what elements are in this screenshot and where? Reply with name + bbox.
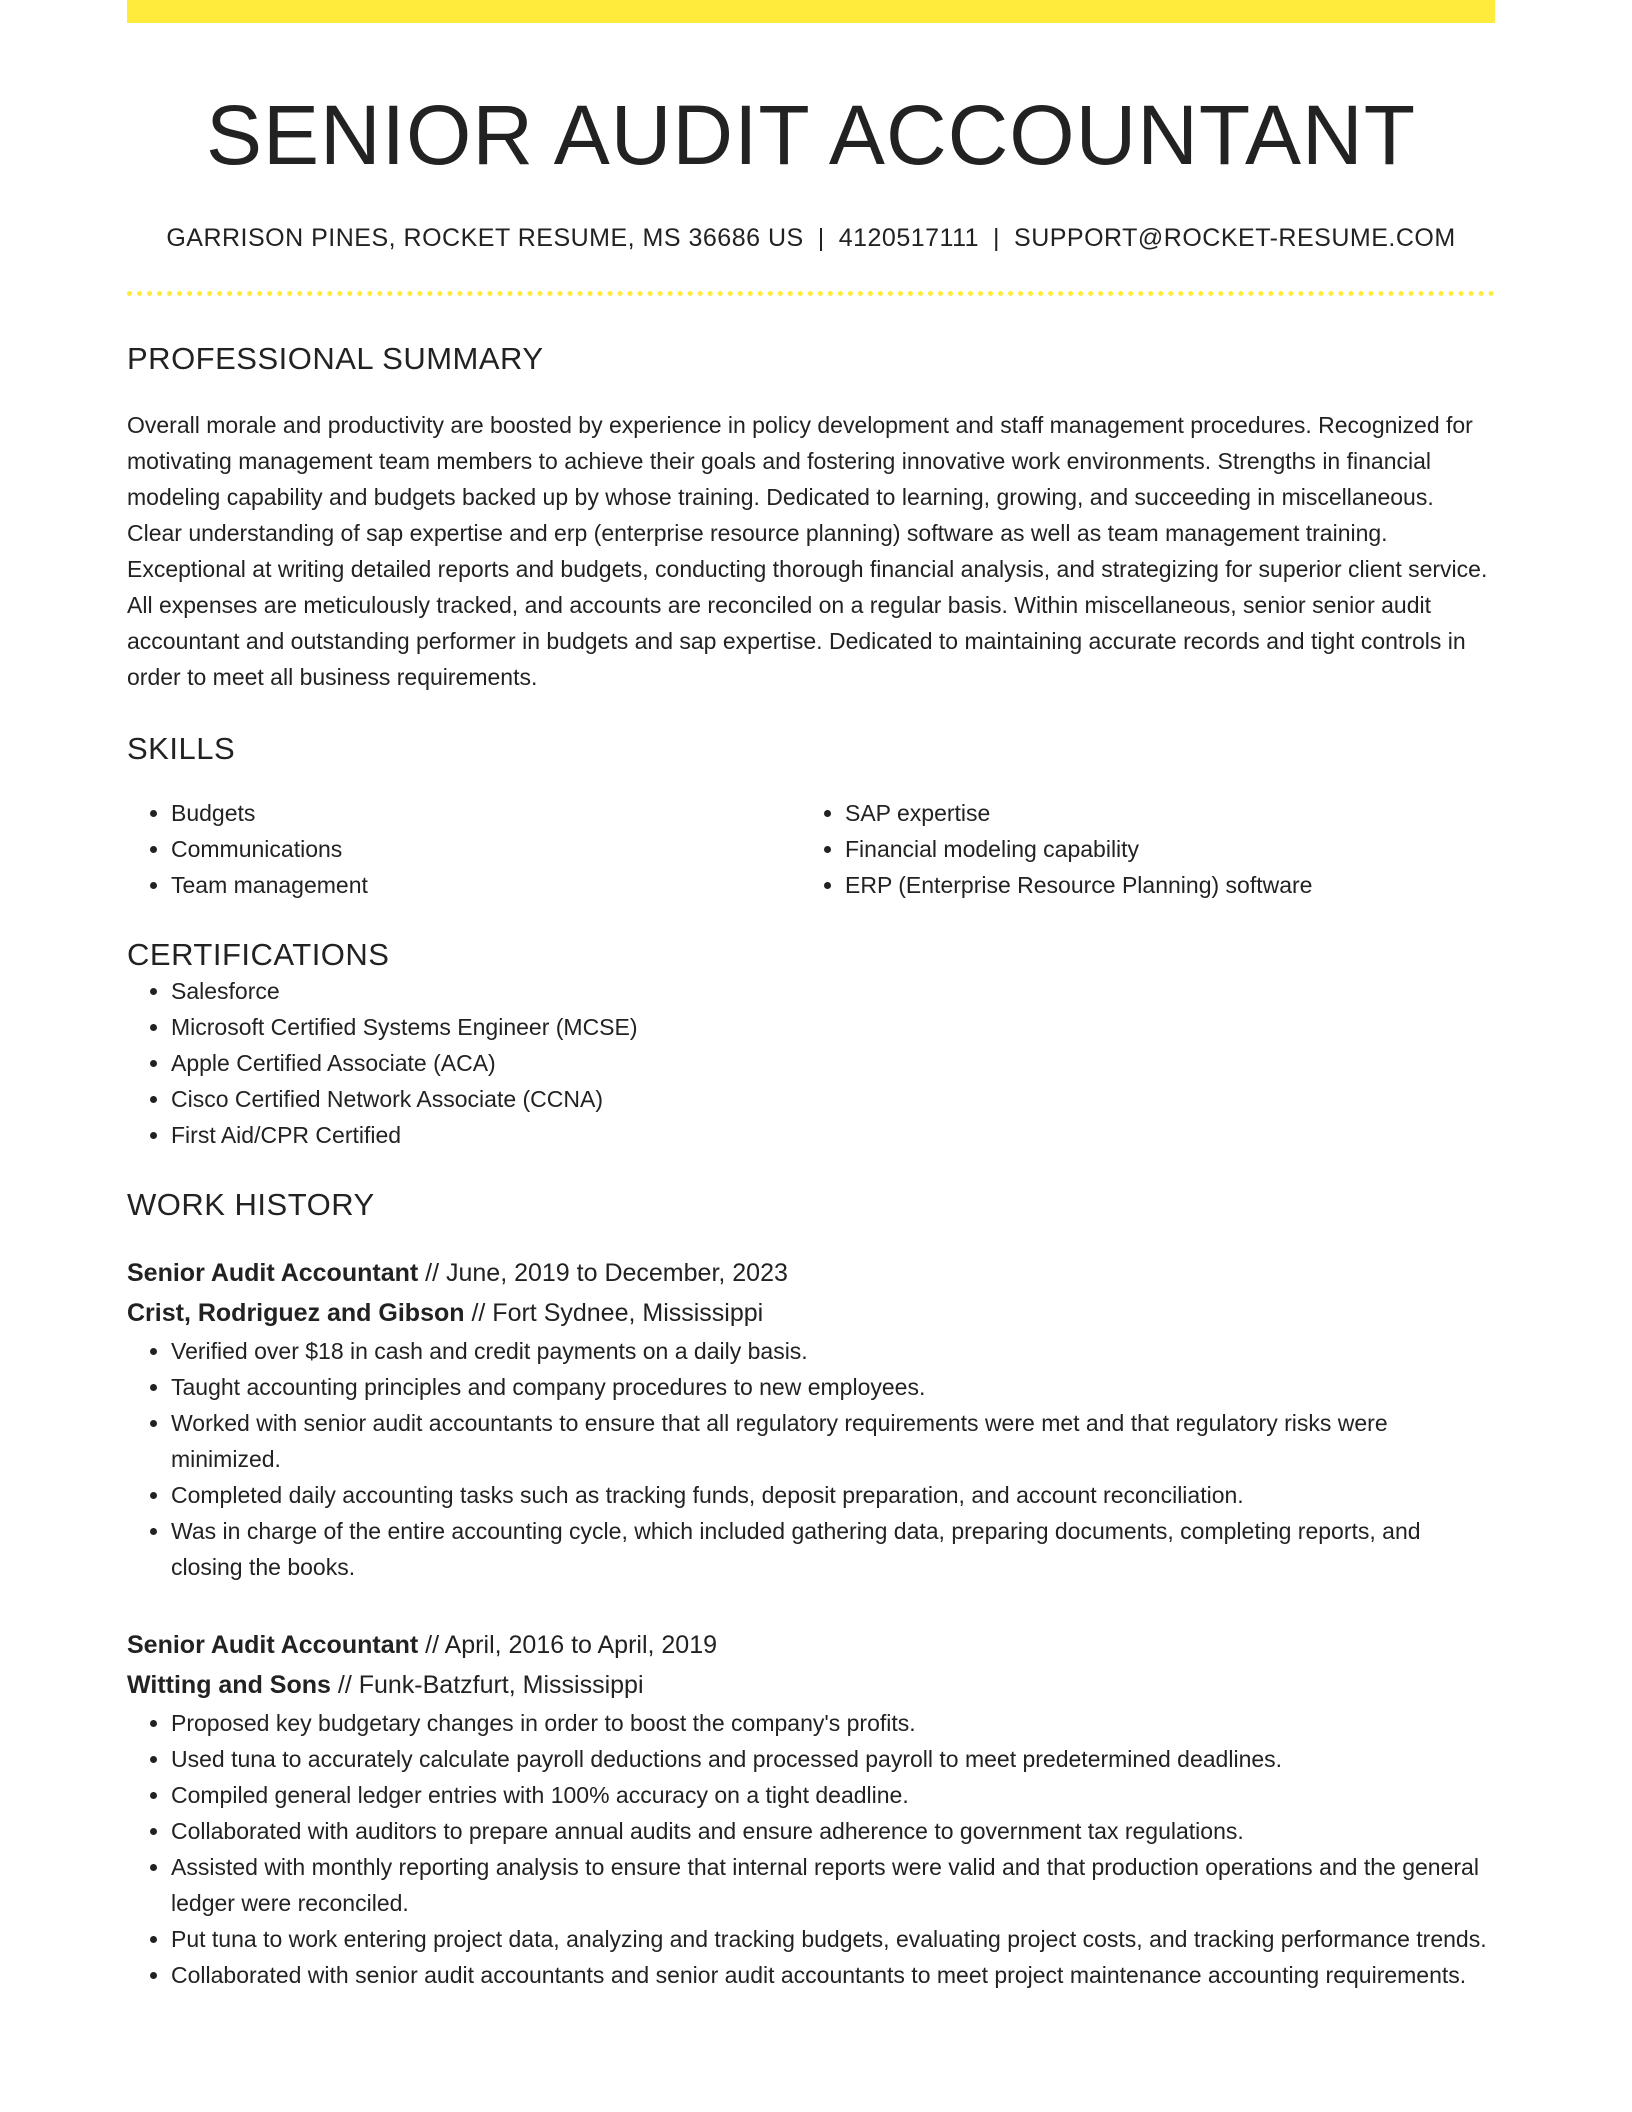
job-bullet: • Put tuna to work entering project data, analyzing and tracking budgets, evaluating project costs, and tracking performance trends. [171,1921,1495,1957]
job-dates: // April, 2016 to April, 2019 [418,1630,718,1659]
job-role-line [127,1253,1495,1293]
contact-phone: 4120517111 [838,223,980,252]
job-bullets [127,1705,1495,1993]
certifications-list [127,973,1495,1153]
job-bullet: • Compiled general ledger entries with 100% accuracy on a tight deadline. [171,1777,1495,1813]
job-bullet: • Completed daily accounting tasks such as tracking funds, deposit preparation, and account reconciliation. [171,1477,1495,1513]
job-dates: // June, 2019 to December, 2023 [418,1258,788,1287]
job-location: // Funk-Batzfurt, Mississippi [330,1670,644,1699]
summary-heading: PROFESSIONAL SUMMARY [127,340,544,376]
contact-email: SUPPORT@ROCKET-RESUME.COM [1014,223,1456,252]
resume-page [127,0,1495,1993]
skill-item: • Team management [171,867,801,903]
job-role-line [127,1625,1495,1665]
summary-text: Overall morale and productivity are boosted by experience in policy development and staff management procedures. Recognized for motivating management team members to achieve their goals and fostering innovative work environments. Strengths in financial modeling capability and budgets backed up by whose training. Dedicated to learning, growing, and succeeding in miscellaneous. Clear understanding of sap expertise and erp (enterprise resource planning) software as well as team management training. Exceptional at writing detailed reports and budgets, conducting thorough financial analysis, and strategizing for superior client service. All expenses are meticulously tracked, and accounts are reconciled on a regular basis. Within miscellaneous, senior senior audit accountant and outstanding performer in budgets and sap expertise. Dedicated to maintaining accurate records and tight controls in order to meet all business requirements. [127,411,1488,690]
job-bullet: • Taught accounting principles and company procedures to new employees. [171,1369,1495,1405]
contact-separator: | [817,223,825,252]
job-bullet: • Proposed key budgetary changes in order to boost the company's profits. [171,1705,1495,1741]
job-bullet: • Worked with senior audit accountants to ensure that all regulatory requirements were met and that regulatory risks were minimized. [171,1405,1495,1477]
job-bullet: • Was in charge of the entire accounting cycle, which included gathering data, preparing documents, completing reports, and closing the books. [171,1513,1495,1585]
job-entry [127,1625,1495,1993]
job-company-line [127,1293,1495,1333]
certification-item: • Microsoft Certified Systems Engineer (MCSE) [171,1009,1495,1045]
contact-line [127,224,1495,253]
certification-item: • First Aid/CPR Certified [171,1117,1495,1153]
skills-list-right [801,795,1495,903]
skills-heading: SKILLS [127,730,236,766]
job-location: // Fort Sydnee, Mississippi [464,1298,764,1327]
job-bullet: • Assisted with monthly reporting analysis to ensure that internal reports were valid and that production operations and the general ledger were reconciled. [171,1849,1495,1921]
job-company: Witting and Sons [127,1670,331,1699]
job-company-line [127,1665,1495,1705]
job-bullet: • Used tuna to accurately calculate payroll deductions and processed payroll to meet predetermined deadlines. [171,1741,1495,1777]
skill-item: • Communications [171,831,801,867]
certification-item: • Cisco Certified Network Associate (CCNA) [171,1081,1495,1117]
certification-item: • Salesforce [171,973,1495,1009]
job-entry [127,1253,1495,1585]
job-company: Crist, Rodriguez and Gibson [127,1298,465,1327]
job-bullet: • Collaborated with senior audit accountants and senior audit accountants to meet project maintenance accounting requirements. [171,1957,1495,1993]
skill-item: • Financial modeling capability [845,831,1495,867]
skill-item: • Budgets [171,795,801,831]
skills-grid [127,795,1495,903]
job-bullet: • Verified over $18 in cash and credit payments on a daily basis. [171,1333,1495,1369]
job-bullets [127,1333,1495,1585]
contact-separator: | [993,223,1001,252]
top-accent-bar [127,0,1495,23]
skill-item: • ERP (Enterprise Resource Planning) software [845,867,1495,903]
resume-title: SENIOR AUDIT ACCOUNTANT [205,88,1417,182]
job-role: Senior Audit Accountant [127,1630,419,1659]
work-history-heading: WORK HISTORY [127,1186,375,1222]
job-role: Senior Audit Accountant [127,1258,419,1287]
dotted-divider [127,291,1495,296]
certifications-heading: CERTIFICATIONS [127,936,390,972]
job-bullet: • Collaborated with auditors to prepare annual audits and ensure adherence to government tax regulations. [171,1813,1495,1849]
contact-address: GARRISON PINES, ROCKET RESUME, MS 36686 US [166,223,804,252]
certification-item: • Apple Certified Associate (ACA) [171,1045,1495,1081]
skill-item: • SAP expertise [845,795,1495,831]
skills-list-left [127,795,801,903]
